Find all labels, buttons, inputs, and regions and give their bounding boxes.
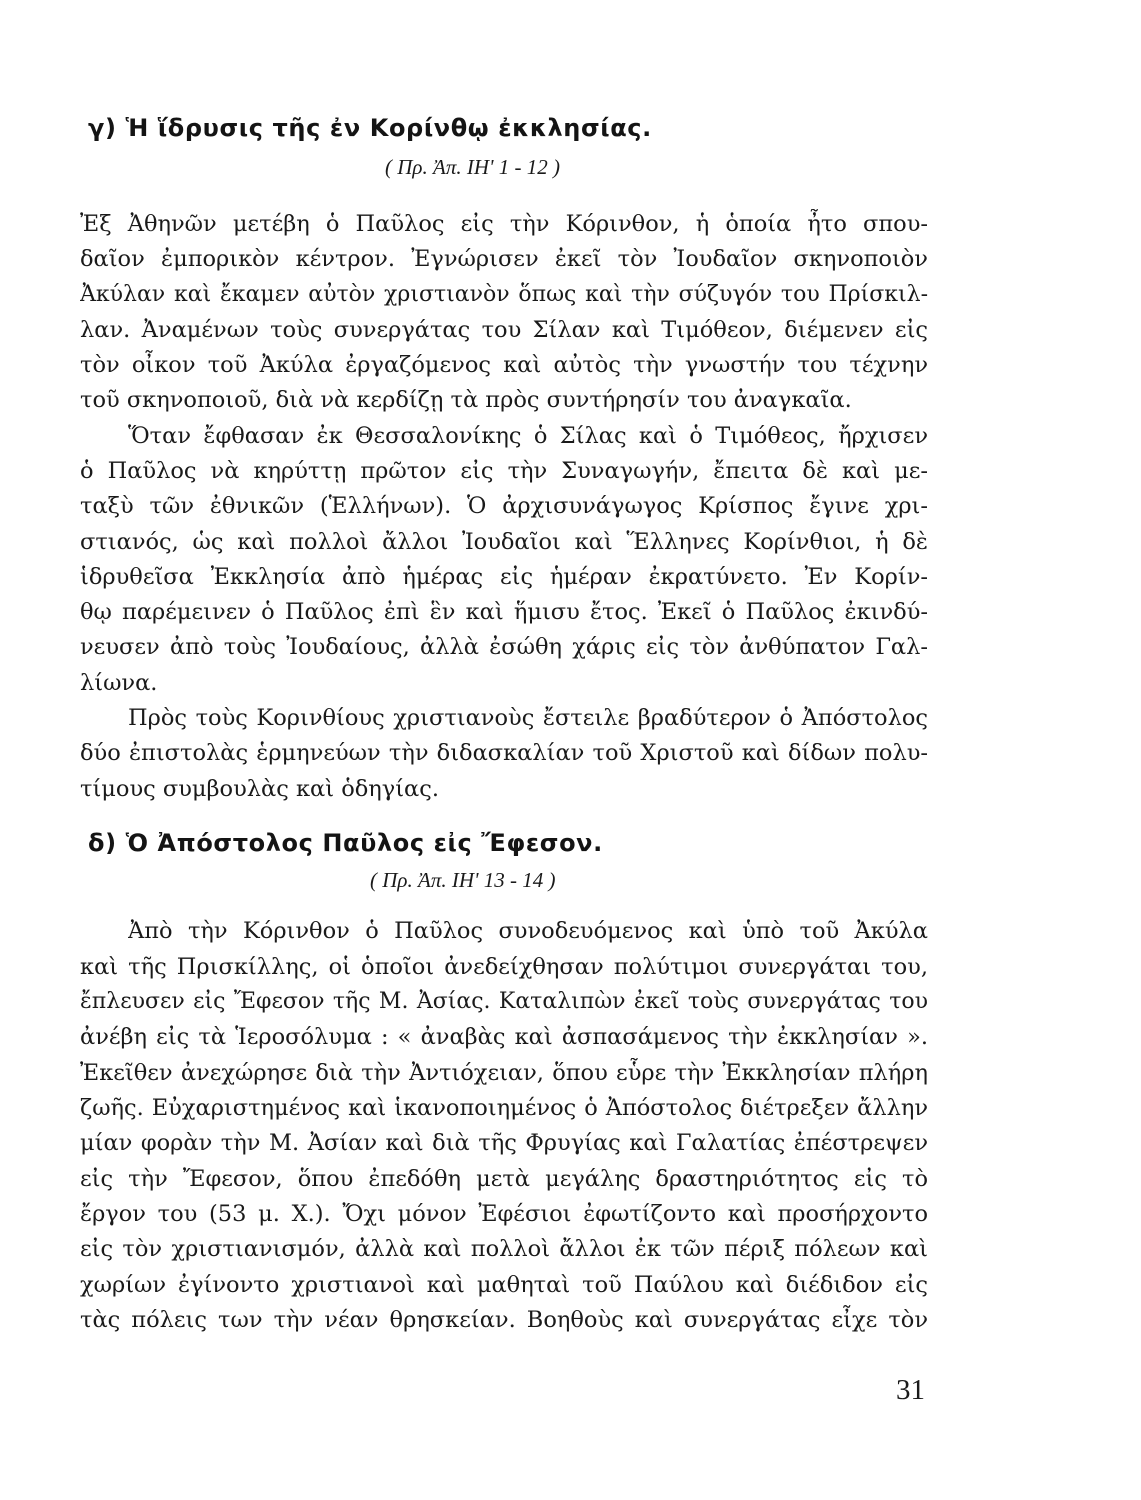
section-c-line: ἱδρυθεῖσα Ἐκκλησία ἀπὸ ἡμέρας εἰς ἡμέραν ἐκρατύνετο. Ἐν Κορίν- bbox=[80, 564, 928, 590]
section-c-line: λίωνα. bbox=[80, 670, 158, 696]
section-d-line: εἰς τὴν Ἔφεσον, ὅπου ἐπεδόθη μετὰ μεγάλης δραστηριότητος εἰς τὸ bbox=[80, 1166, 928, 1192]
section-d-heading: δ) Ὁ Ἀπόστολος Παῦλος εἰς Ἔφεσον. bbox=[88, 829, 603, 857]
section-c-line: τὸν οἶκον τοῦ Ἀκύλα ἐργαζόμενος καὶ αὐτὸς τὴν γνωστήν του τέχνην bbox=[80, 352, 928, 378]
section-c-line: ταξὺ τῶν ἐθνικῶν (Ἑλλήνων). Ὁ ἀρχισυνάγωγος Κρίσπος ἔγινε χρι- bbox=[80, 493, 928, 519]
section-d-line: ἀνέβη εἰς τὰ Ἱεροσόλυμα : « ἀναβὰς καὶ ἀσπασάμενος τὴν ἐκκλησίαν ». bbox=[80, 1024, 928, 1050]
section-c-line: Ὅταν ἔφθασαν ἐκ Θεσσαλονίκης ὁ Σίλας καὶ ὁ Τιμόθεος, ἤρχισεν bbox=[128, 423, 928, 449]
section-c-line: τοῦ σκηνοποιοῦ, διὰ νὰ κερδίζῃ τὰ πρὸς συντήρησίν του ἀναγκαῖα. bbox=[80, 387, 852, 413]
section-d-line: ἔπλευσεν εἰς Ἔφεσον τῆς Μ. Ἀσίας. Καταλιπὼν ἐκεῖ τοὺς συνεργάτας του bbox=[80, 989, 928, 1014]
page-number: 31 bbox=[896, 1374, 925, 1406]
section-d-line: ἔργον του (53 μ. Χ.). Ὄχι μόνον Ἐφέσιοι ἐφωτίζοντο καὶ προσήρχοντο bbox=[80, 1201, 928, 1227]
section-c-line: λαν. Ἀναμένων τοὺς συνεργάτας του Σίλαν καὶ Τιμόθεον, διέμενεν εἰς bbox=[80, 317, 928, 343]
section-c-line: δαῖον ἐμπορικὸν κέντρον. Ἐγνώρισεν ἐκεῖ τὸν Ἰουδαῖον σκηνοποιὸν bbox=[80, 246, 928, 272]
section-c-reference: ( Πρ. Ἀπ. ΙΗ' 1 - 12 ) bbox=[385, 155, 560, 179]
section-c-line: Ἀκύλαν καὶ ἔκαμεν αὐτὸν χριστιανὸν ὅπως καὶ τὴν σύζυγόν του Πρίσκιλ- bbox=[80, 282, 928, 307]
section-c-line: ὁ Παῦλος νὰ κηρύττῃ πρῶτον εἰς τὴν Συναγωγήν, ἔπειτα δὲ καὶ με- bbox=[80, 458, 928, 484]
section-c-line: νευσεν ἀπὸ τοὺς Ἰουδαίους, ἀλλὰ ἐσώθη χάρις εἰς τὸν ἀνθύπατον Γαλ- bbox=[80, 634, 928, 660]
section-d-line: εἰς τὸν χριστιανισμόν, ἀλλὰ καὶ πολλοὶ ἄλλοι ἐκ τῶν πέριξ πόλεων καὶ bbox=[80, 1236, 928, 1262]
section-d-line: τὰς πόλεις των τὴν νέαν θρησκείαν. Βοηθοὺς καὶ συνεργάτας εἶχε τὸν bbox=[80, 1307, 928, 1333]
section-d-reference: ( Πρ. Ἀπ. ΙΗ' 13 - 14 ) bbox=[370, 868, 556, 892]
section-c-line: Πρὸς τοὺς Κορινθίους χριστιανοὺς ἔστειλε βραδύτερον ὁ Ἀπόστολος bbox=[128, 705, 928, 731]
section-d-line: ζωῆς. Εὐχαριστημένος καὶ ἱκανοποιημένος ὁ Ἀπόστολος διέτρεξεν ἄλλην bbox=[80, 1095, 928, 1121]
section-d-line: Ἀπὸ τὴν Κόρινθον ὁ Παῦλος συνοδευόμενος καὶ ὑπὸ τοῦ Ἀκύλα bbox=[128, 918, 928, 944]
section-c-line: δύο ἐπιστολὰς ἑρμηνεύων τὴν διδασκαλίαν τοῦ Χριστοῦ καὶ δίδων πολυ- bbox=[80, 740, 928, 766]
section-c-line: Ἐξ Ἀθηνῶν μετέβη ὁ Παῦλος εἰς τὴν Κόρινθον, ἡ ὁποία ἦτο σπου- bbox=[80, 211, 928, 237]
section-d-line: Ἐκεῖθεν ἀνεχώρησε διὰ τὴν Ἀντιόχειαν, ὅπου εὗρε τὴν Ἐκκλησίαν πλήρη bbox=[80, 1060, 928, 1086]
section-c-line: τίμους συμβουλὰς καὶ ὁδηγίας. bbox=[80, 776, 439, 802]
section-c-line: θῳ παρέμεινεν ὁ Παῦλος ἐπὶ ἓν καὶ ἥμισυ ἔτος. Ἐκεῖ ὁ Παῦλος ἐκινδύ- bbox=[80, 599, 928, 625]
section-d-line: καὶ τῆς Πρισκίλλης, οἱ ὁποῖοι ἀνεδείχθησαν πολύτιμοι συνεργάται του, bbox=[80, 954, 928, 980]
section-d-line: μίαν φορὰν τὴν Μ. Ἀσίαν καὶ διὰ τῆς Φρυγίας καὶ Γαλατίας ἐπέστρεψεν bbox=[80, 1130, 928, 1156]
section-c-line: στιανός, ὡς καὶ πολλοὶ ἄλλοι Ἰουδαῖοι καὶ Ἕλληνες Κορίνθιοι, ἡ δὲ bbox=[80, 529, 928, 555]
section-d-line: χωρίων ἐγίνοντο χριστιανοὶ καὶ μαθηταὶ τοῦ Παύλου καὶ διέδιδον εἰς bbox=[80, 1272, 928, 1298]
section-c-heading: γ) Ἡ ἵδρυσις τῆς ἐν Κορίνθῳ ἐκκλησίας. bbox=[88, 114, 652, 142]
